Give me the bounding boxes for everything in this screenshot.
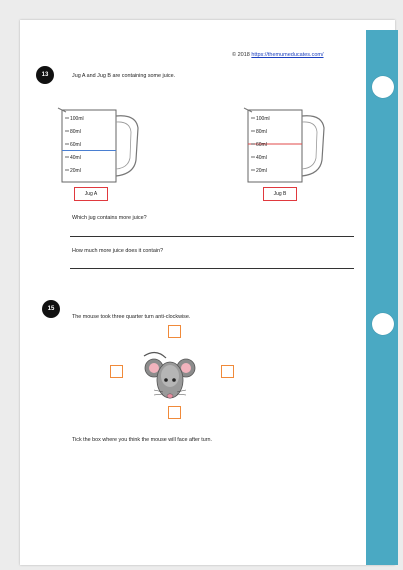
jug-b-graphic	[242, 102, 330, 184]
jug-a-scale-label: 60ml	[70, 142, 81, 148]
jug-a-scale-label: 100ml	[70, 116, 84, 122]
question-15-instruction: Tick the box where you think the mouse will face after turn.	[72, 437, 213, 443]
answer-box-bottom[interactable]	[168, 406, 181, 419]
answer-line-1[interactable]	[70, 236, 354, 237]
question-13-part-1: Which jug contains more juice?	[72, 215, 147, 221]
jug-a-label: Jug A	[74, 187, 108, 201]
jug-b-scale-label: 80ml	[256, 129, 267, 135]
question-number-15: 15	[42, 300, 60, 318]
jug-a-scale-label: 40ml	[70, 155, 81, 161]
jug-a-scale-label: 20ml	[70, 168, 81, 174]
question-13-prompt: Jug A and Jug B are containing some juice.	[72, 73, 176, 79]
jug-b-scale-label: 60ml	[256, 142, 267, 148]
jug-a-scale-label: 80ml	[70, 129, 81, 135]
binder-hole	[372, 313, 394, 335]
answer-line-2[interactable]	[70, 268, 354, 269]
answer-box-top[interactable]	[168, 325, 181, 338]
jug-b-scale-label: 100ml	[256, 116, 270, 122]
copyright-notice	[232, 52, 324, 58]
website-link[interactable]: https://themumeducates.com/	[251, 52, 324, 58]
jug-b-scale-label: 40ml	[256, 155, 267, 161]
copyright-text: © 2018	[232, 52, 250, 58]
answer-box-right[interactable]	[221, 365, 234, 378]
mouse-image	[138, 344, 200, 402]
question-15-prompt: The mouse took three quarter turn anti-clockwise.	[72, 314, 191, 320]
answer-box-left[interactable]	[110, 365, 123, 378]
question-13-part-2: How much more juice does it contain?	[72, 248, 164, 254]
binder-strip	[366, 30, 398, 565]
jug-b-label: Jug B	[263, 187, 297, 201]
jug-b-scale-label: 20ml	[256, 168, 267, 174]
question-number-13: 13	[36, 66, 54, 84]
binder-hole	[372, 76, 394, 98]
jug-a-graphic	[56, 102, 144, 184]
